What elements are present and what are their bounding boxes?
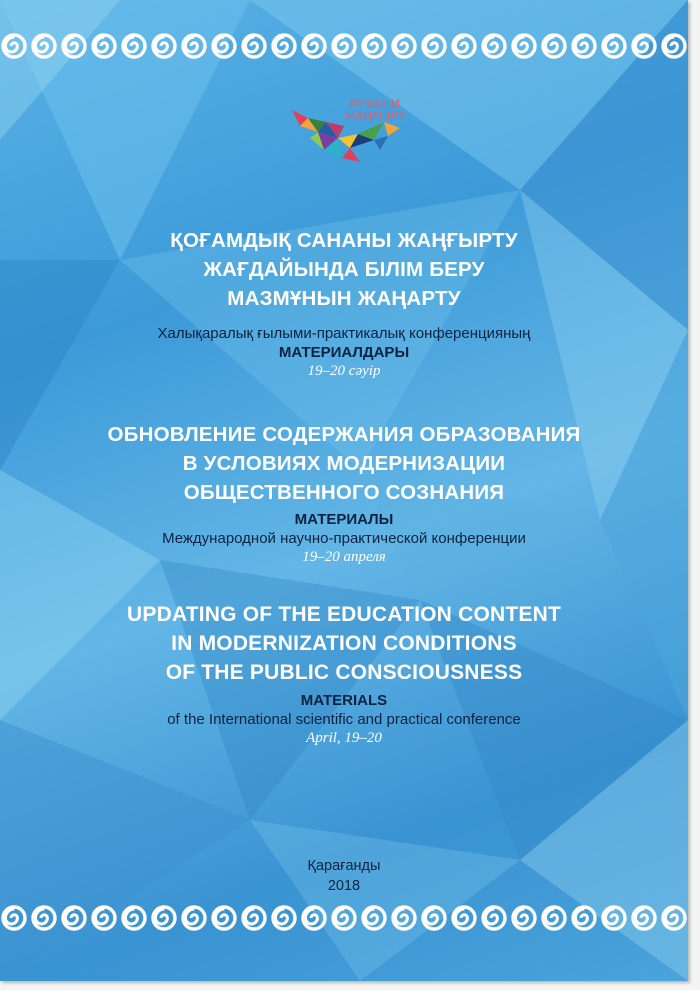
kazakh-title-line-3: МАЗМҰНЫН ЖАҢАРТУ xyxy=(227,287,461,310)
russian-materials: МАТЕРИАЛЫ xyxy=(294,511,394,528)
english-date: April, 19–20 xyxy=(306,730,382,746)
kazakh-subtitle: Халықаралық ғылыми-практикалық конференцияның xyxy=(157,325,531,342)
english-materials: MATERIALS xyxy=(300,692,388,709)
english-title-line-3: OF THE PUBLIC CONSCIOUSNESS xyxy=(165,661,523,684)
russian-date: 19–20 апреля xyxy=(302,549,386,565)
english-title-line-2: IN MODERNIZATION CONDITIONS xyxy=(171,632,517,655)
logo-wordmark xyxy=(330,98,420,122)
logo-line-1: РУХАНИ xyxy=(349,97,401,111)
russian-title-line-1: ОБНОВЛЕНИЕ СОДЕРЖАНИЯ ОБРАЗОВАНИЯ xyxy=(107,423,581,446)
imprint-city: Қарағанды xyxy=(307,858,381,874)
russian-subtitle: Международной научно-практической конференции xyxy=(162,530,526,547)
russian-title-line-2: В УСЛОВИЯХ МОДЕРНИЗАЦИИ xyxy=(182,452,506,475)
russian-title xyxy=(0,420,688,507)
english-title xyxy=(0,600,688,687)
ornament-band-bottom xyxy=(0,900,688,936)
logo-line-2: ЖАҢҒЫРУ xyxy=(343,109,407,123)
english-subtitle: of the International scientific and practical conference xyxy=(167,711,521,728)
kazakh-title-line-1: ҚОҒАМДЫҚ САНАНЫ ЖАҢҒЫРТУ xyxy=(170,229,518,252)
kazakh-materials: МАТЕРИАЛДАРЫ xyxy=(278,344,410,361)
ornament-band-top xyxy=(0,28,688,64)
russian-title-line-3: ОБЩЕСТВЕННОГО СОЗНАНИЯ xyxy=(183,481,505,504)
english-title-line-1: UPDATING OF THE EDUCATION CONTENT xyxy=(127,603,561,626)
kazakh-title xyxy=(0,226,688,313)
kazakh-date: 19–20 сәуір xyxy=(307,363,381,379)
imprint-year: 2018 xyxy=(327,878,361,894)
kazakh-title-line-2: ЖАҒДАЙЫНДА БІЛІМ БЕРУ xyxy=(203,258,485,281)
